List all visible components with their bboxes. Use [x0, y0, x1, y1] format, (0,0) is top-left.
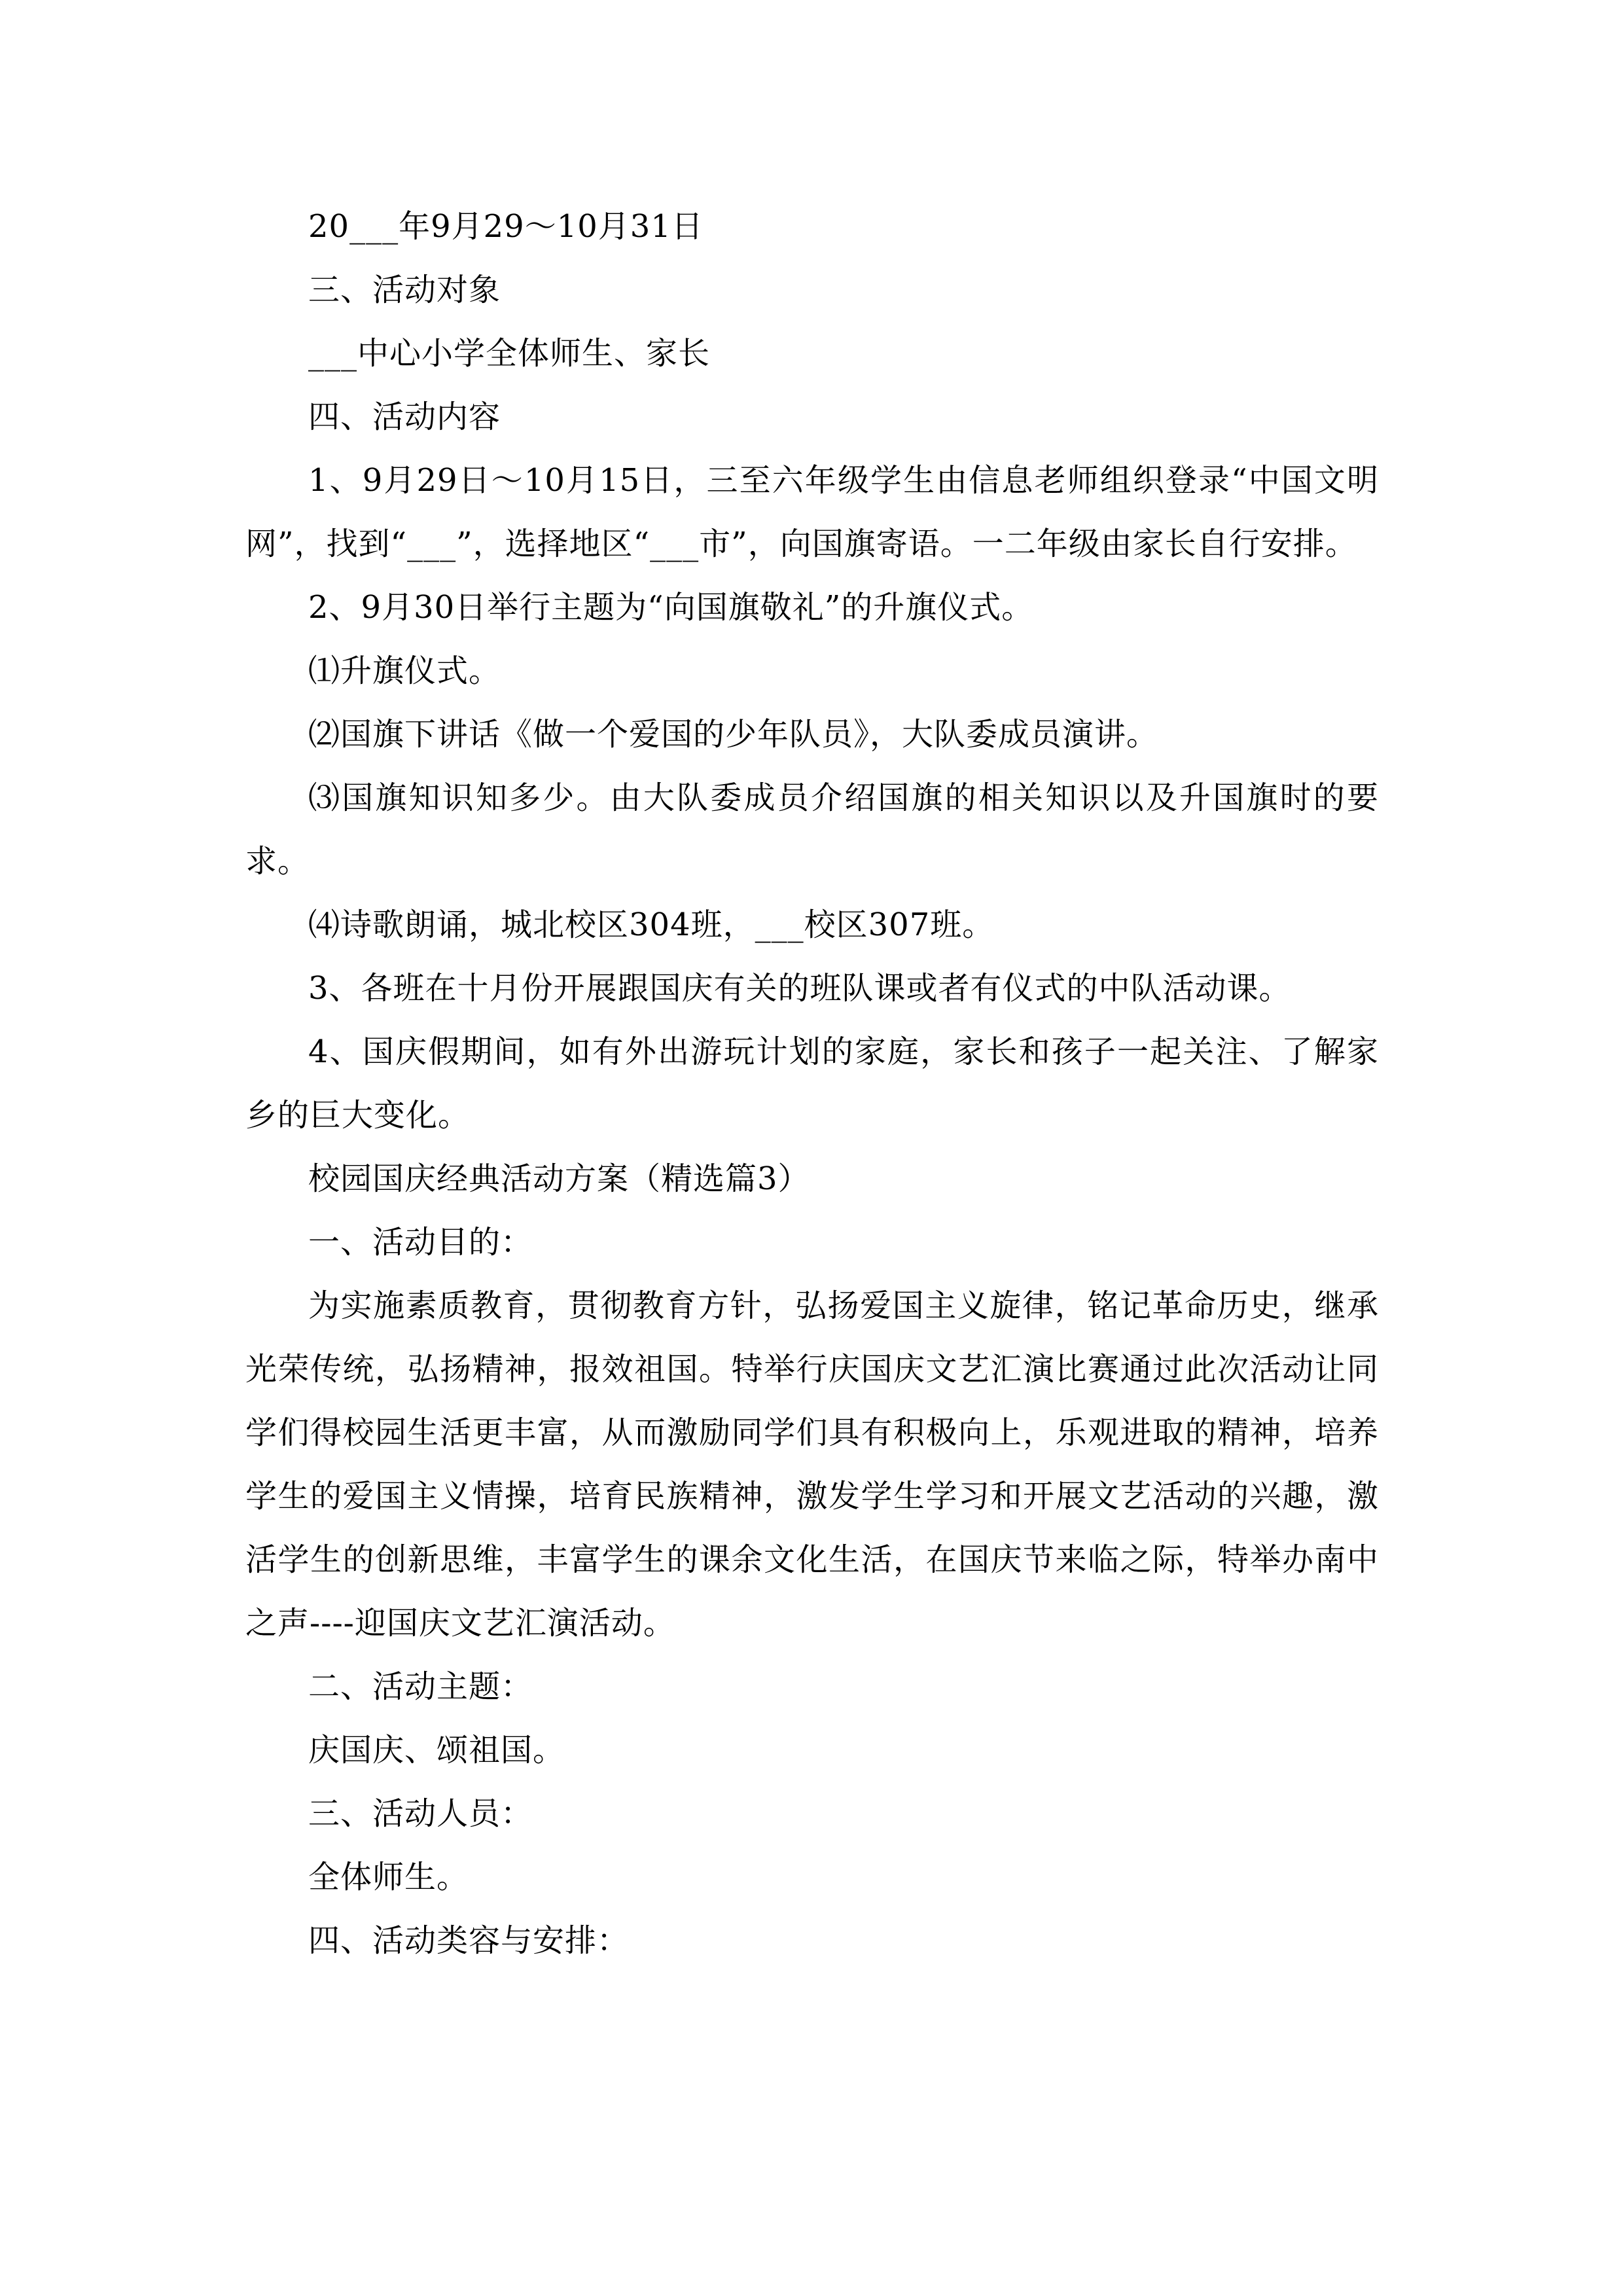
content-item-2: 2、9月30日举行主题为“向国旗敬礼”的升旗仪式。 [308, 589, 1034, 626]
participants-line: ___中心小学全体师生、家长 [308, 335, 711, 372]
section-heading-participants: 三、活动对象 [308, 272, 501, 308]
sub-item-4: ⑷诗歌朗诵，城北校区304班，___校区307班。 [308, 906, 995, 943]
theme-line: 庆国庆、颂祖国。 [308, 1732, 565, 1768]
sub-item-2: ⑵国旗下讲话《做一个爱国的少年队员》，大队委成员演讲。 [308, 716, 1159, 753]
sub-item-1: ⑴升旗仪式。 [308, 653, 501, 689]
document-body [245, 195, 1379, 1973]
content-item-4: 4、国庆假期间，如有外出游玩计划的家庭，家长和孩子一起关注、了解家乡的巨大变化。 [245, 1033, 1379, 1134]
content-item-1: 1、9月29日～10月15日，三至六年级学生由信息老师组织登录“中国文明网”，找到“___”，选择地区“___市”，向国旗寄语。一二年级由家长自行安排。 [245, 462, 1379, 562]
content-item-3: 3、各班在十月份开展跟国庆有关的班队课或者有仪式的中队活动课。 [308, 970, 1291, 1007]
section-heading-purpose: 一、活动目的： [308, 1224, 533, 1261]
section-heading-arrangement: 四、活动类容与安排： [308, 1922, 630, 1959]
sub-item-3: ⑶国旗知识知多少。由大队委成员介绍国旗的相关知识以及升国旗时的要求。 [245, 780, 1379, 880]
purpose-paragraph: 为实施素质教育，贯彻教育方针，弘扬爱国主义旋律，铭记革命历史，继承光荣传统，弘扬精神，报效祖国。特举行庆国庆文艺汇演比赛通过此次活动让同学们得校园生活更丰富，从而激励同学们具有积极向上，乐观进取的精神，培养学生的爱国主义情操，培育民族精神，激发学生学习和开展文艺活动的兴趣，激活学生的创新思维，丰富学生的课余文化生活，在国庆节来临之际，特举办南中之声----迎国庆文艺汇演活动。 [245, 1287, 1379, 1641]
section-heading-personnel: 三、活动人员： [308, 1795, 533, 1832]
plan-title: 校园国庆经典活动方案（精选篇3） [308, 1160, 810, 1197]
section-heading-content: 四、活动内容 [308, 399, 501, 435]
personnel-line: 全体师生。 [308, 1859, 469, 1895]
section-heading-theme: 二、活动主题： [308, 1668, 533, 1705]
date-range-line: 20___年9月29～10月31日 [308, 208, 704, 245]
